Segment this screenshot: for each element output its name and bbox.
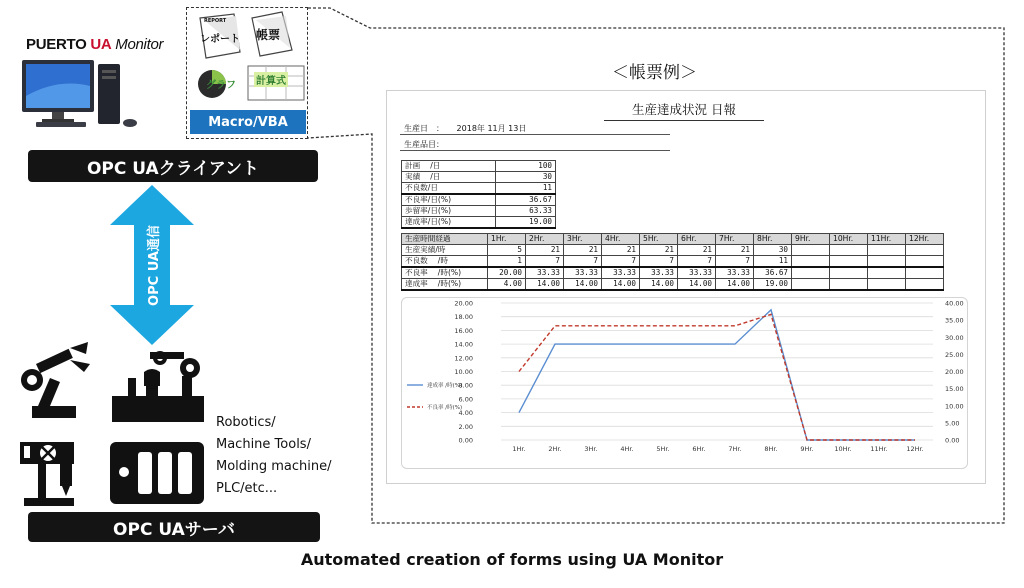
opc-ua-client-label: OPC UAクライアント xyxy=(28,150,318,182)
device-item: PLC/etc... xyxy=(216,481,278,496)
value-cell: 33.33 xyxy=(564,267,602,279)
value-cell: 21 xyxy=(678,245,716,256)
y-left-tick-label: 4.00 xyxy=(458,409,473,418)
table-row xyxy=(402,279,944,291)
divider xyxy=(400,134,670,135)
summary-value: 100 xyxy=(496,161,556,172)
value-cell xyxy=(906,245,944,256)
value-cell: 7 xyxy=(678,256,716,268)
summary-label: 計画 /日 xyxy=(402,161,496,172)
divider xyxy=(400,150,670,151)
y-left-tick-label: 20.00 xyxy=(454,299,473,308)
series-line-0 xyxy=(519,310,915,440)
x-tick-label: 8Hr. xyxy=(764,445,778,453)
production-item-label: 生産品目： xyxy=(404,140,444,149)
value-cell: 33.33 xyxy=(640,267,678,279)
y-left-tick-label: 0.00 xyxy=(458,436,473,445)
hour-header-cell: 2Hr. xyxy=(526,234,564,245)
x-tick-label: 5Hr. xyxy=(656,445,670,453)
y-left-tick-label: 12.00 xyxy=(454,354,473,363)
value-cell: 21 xyxy=(716,245,754,256)
production-date-row xyxy=(404,123,526,134)
value-cell: 21 xyxy=(640,245,678,256)
production-item-row xyxy=(404,139,444,150)
report-label: レポート xyxy=(200,34,240,45)
value-cell xyxy=(792,279,830,291)
hour-header-cell: 1Hr. xyxy=(488,234,526,245)
value-cell: 7 xyxy=(716,256,754,268)
value-cell: 14.00 xyxy=(564,279,602,291)
y-right-tick-label: 0.00 xyxy=(945,436,960,445)
legend-label: 不良率 /時(%) xyxy=(427,405,463,411)
summary-value: 30 xyxy=(496,172,556,183)
value-cell xyxy=(792,245,830,256)
x-tick-label: 9Hr. xyxy=(800,445,814,453)
table-row xyxy=(402,245,944,256)
y-right-tick-label: 10.00 xyxy=(945,402,964,411)
hour-header-cell: 10Hr. xyxy=(830,234,868,245)
table-row xyxy=(402,161,556,172)
y-left-tick-label: 18.00 xyxy=(454,313,473,322)
value-cell xyxy=(830,267,868,279)
brand-suffix: Monitor xyxy=(111,36,164,53)
value-cell: 7 xyxy=(564,256,602,268)
value-cell xyxy=(906,256,944,268)
value-cell: 7 xyxy=(526,256,564,268)
hour-header-cell: 11Hr. xyxy=(868,234,906,245)
y-right-tick-label: 25.00 xyxy=(945,350,964,359)
value-cell: 30 xyxy=(754,245,792,256)
row-label-cell: 生産実績/時 xyxy=(402,245,488,256)
hour-header-cell: 6Hr. xyxy=(678,234,716,245)
y-right-tick-label: 30.00 xyxy=(945,333,964,342)
row-label-cell: 達成率 /時(%) xyxy=(402,279,488,291)
value-cell xyxy=(906,267,944,279)
macro-vba-label: Macro/VBA xyxy=(190,110,306,134)
value-cell xyxy=(792,256,830,268)
y-left-tick-label: 6.00 xyxy=(458,395,473,404)
value-cell xyxy=(906,279,944,291)
hour-header-cell: 4Hr. xyxy=(602,234,640,245)
form-label: 帳票 xyxy=(256,28,281,42)
summary-value: 19.00 xyxy=(496,217,556,229)
value-cell: 7 xyxy=(640,256,678,268)
device-item: Molding machine/ xyxy=(216,459,332,474)
arrow-text: OPC UA通信 xyxy=(146,224,162,306)
opc-ua-server-label: OPC UAサーバ xyxy=(28,512,320,542)
series-line-1 xyxy=(519,314,915,440)
y-right-tick-label: 5.00 xyxy=(945,419,960,428)
x-tick-label: 12Hr. xyxy=(906,445,924,453)
value-cell: 14.00 xyxy=(526,279,564,291)
production-date-value: 2018年 11月 13日 xyxy=(456,124,527,133)
value-cell: 21 xyxy=(602,245,640,256)
hour-header-cell: 5Hr. xyxy=(640,234,678,245)
device-item: Robotics/ xyxy=(216,415,276,430)
summary-value: 11 xyxy=(496,183,556,195)
value-cell: 11 xyxy=(754,256,792,268)
device-item: Machine Tools/ xyxy=(216,437,311,452)
calc-label: 計算式 xyxy=(254,72,288,87)
value-cell xyxy=(792,267,830,279)
value-cell: 14.00 xyxy=(602,279,640,291)
y-left-tick-label: 10.00 xyxy=(454,368,473,376)
y-right-tick-label: 40.00 xyxy=(945,299,964,308)
summary-value: 36.67 xyxy=(496,194,556,206)
brand-prefix: PUERTO xyxy=(26,36,91,53)
table-row xyxy=(402,183,556,195)
value-cell: 14.00 xyxy=(678,279,716,291)
value-cell: 33.33 xyxy=(678,267,716,279)
report-title: 生産達成状況 日報 xyxy=(604,100,764,121)
value-cell xyxy=(868,279,906,291)
value-cell xyxy=(868,245,906,256)
y-right-tick-label: 20.00 xyxy=(945,368,964,376)
value-cell: 4.00 xyxy=(488,279,526,291)
value-cell xyxy=(868,267,906,279)
value-cell: 14.00 xyxy=(716,279,754,291)
x-tick-label: 11Hr. xyxy=(870,445,888,453)
value-cell xyxy=(830,245,868,256)
table-row xyxy=(402,206,556,217)
y-left-tick-label: 14.00 xyxy=(454,340,473,349)
summary-label: 不良数/日 xyxy=(402,183,496,195)
x-tick-label: 7Hr. xyxy=(728,445,742,453)
hour-header-cell: 7Hr. xyxy=(716,234,754,245)
production-rate-chart xyxy=(401,297,968,469)
production-date-label: 生産日 ： xyxy=(404,124,444,133)
y-right-tick-label: 15.00 xyxy=(945,385,964,394)
x-tick-label: 3Hr. xyxy=(584,445,598,453)
value-cell: 19.00 xyxy=(754,279,792,291)
hour-header-cell: 9Hr. xyxy=(792,234,830,245)
row-label-cell: 不良数 /時 xyxy=(402,256,488,268)
value-cell: 5 xyxy=(488,245,526,256)
hour-header-cell: 8Hr. xyxy=(754,234,792,245)
x-tick-label: 1Hr. xyxy=(512,445,526,453)
form-example-title: ＜帳票例＞ xyxy=(612,63,697,83)
summary-label: 達成率/日(%) xyxy=(402,217,496,229)
x-tick-label: 6Hr. xyxy=(692,445,706,453)
value-cell xyxy=(868,256,906,268)
summary-label: 歩留率/日(%) xyxy=(402,206,496,217)
value-cell: 14.00 xyxy=(640,279,678,291)
brand-ua: UA xyxy=(90,36,112,53)
summary-label: 実績 /日 xyxy=(402,172,496,183)
y-left-tick-label: 2.00 xyxy=(458,422,473,431)
row-label-cell: 不良率 /時(%) xyxy=(402,267,488,279)
table-header-row xyxy=(402,234,944,245)
table-row xyxy=(402,172,556,183)
caption: Automated creation of forms using UA Monitor xyxy=(300,550,724,569)
value-cell: 36.67 xyxy=(754,267,792,279)
value-cell: 33.33 xyxy=(716,267,754,279)
value-cell xyxy=(830,256,868,268)
daily-summary-table xyxy=(401,160,556,229)
value-cell: 20.00 xyxy=(488,267,526,279)
hourly-production-table xyxy=(401,233,944,291)
value-cell: 33.33 xyxy=(526,267,564,279)
x-tick-label: 2Hr. xyxy=(548,445,562,453)
hourly-header-cell: 生産時間経過 xyxy=(402,234,488,245)
hour-header-cell: 3Hr. xyxy=(564,234,602,245)
value-cell: 1 xyxy=(488,256,526,268)
y-left-tick-label: 16.00 xyxy=(454,326,473,335)
graph-label: グラフ xyxy=(206,80,236,91)
value-cell: 21 xyxy=(526,245,564,256)
table-row xyxy=(402,194,556,206)
hour-header-cell: 12Hr. xyxy=(906,234,944,245)
y-left-tick-label: 8.00 xyxy=(458,381,473,390)
y-right-tick-label: 35.00 xyxy=(945,316,964,325)
report-tag: REPORT xyxy=(204,18,227,24)
legend-label: 達成率 /時(%) xyxy=(427,383,463,389)
x-tick-label: 4Hr. xyxy=(620,445,634,453)
summary-label: 不良率/日(%) xyxy=(402,194,496,206)
table-row xyxy=(402,256,944,268)
table-row xyxy=(402,267,944,279)
value-cell xyxy=(830,279,868,291)
x-tick-label: 10Hr. xyxy=(834,445,852,453)
table-row xyxy=(402,217,556,229)
value-cell: 21 xyxy=(564,245,602,256)
value-cell: 33.33 xyxy=(602,267,640,279)
value-cell: 7 xyxy=(602,256,640,268)
summary-value: 63.33 xyxy=(496,206,556,217)
